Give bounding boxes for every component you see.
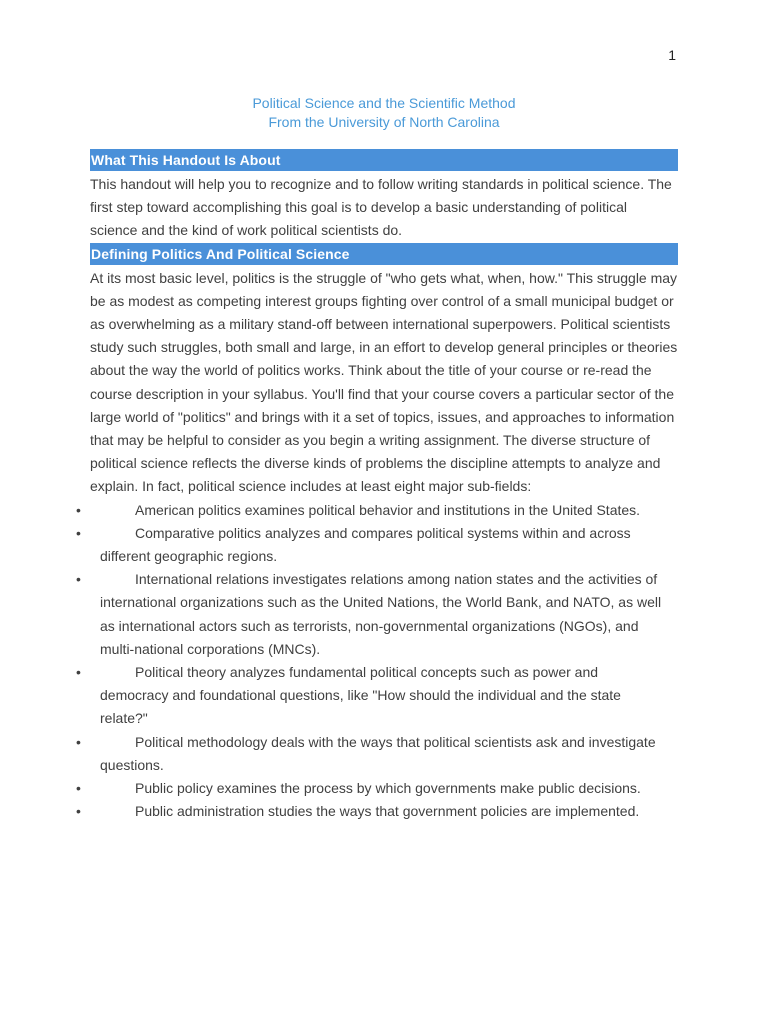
section-body-defining: At its most basic level, politics is the struggle of "who gets what, when, how." This struggle may be as modest as competing interest groups fighting over control of a small municipal budget or as overwhelming as a military stand-off between international superpowers. Political scientists study such struggles, both small and large, in an effort to develop general principles or theories about the way the world of politics works. Think about the title of your course or re-read the course description in your syllabus. You'll find that your course covers a particular sector of the large world of "politics" and brings with it a set of topics, issues, and approaches to information that may be helpful to consider as you begin a writing assignment. The diverse structure of political science reflects the diverse kinds of problems the discipline attempts to analyze and explain. In fact, political science includes at least eight major sub-fields:: [90, 269, 678, 495]
list-item: [78, 522, 666, 568]
list-item-text: American politics examines political behavior and institutions in the United States.: [135, 501, 641, 518]
list-item: [78, 777, 666, 800]
bullet-icon: •: [76, 780, 81, 797]
list-item: [78, 731, 666, 777]
title-line-1: Political Science and the Scientific Method: [252, 95, 516, 111]
list-item: [78, 499, 666, 522]
bullet-icon: •: [76, 524, 81, 541]
bullet-icon: •: [76, 803, 81, 820]
list-item: [78, 661, 666, 731]
section-body-handout: This handout will help you to recognize and to follow writing standards in political science. The first step toward accomplishing this goal is to develop a basic understanding of political science and the kind of work political scientists do.: [90, 176, 672, 239]
document-title: [0, 94, 768, 132]
list-item: [78, 568, 666, 661]
title-line-2: From the University of North Carolina: [268, 114, 500, 130]
list-item-text: Political theory analyzes fundamental political concepts such as power and democracy and foundational questions, like "How should the individual and the state relate?": [100, 664, 621, 727]
bullet-icon: •: [76, 571, 81, 588]
list-item: [78, 800, 666, 823]
section-heading-defining: Defining Politics And Political Science: [90, 243, 678, 265]
list-item-text: Public administration studies the ways that government policies are implemented.: [135, 803, 640, 820]
subfields-list: [78, 499, 666, 824]
list-item-text: Comparative politics analyzes and compares political systems within and across different geographic regions.: [100, 524, 631, 565]
list-item-text: Public policy examines the process by which governments make public decisions.: [135, 780, 641, 797]
list-item-text: International relations investigates relations among nation states and the activities of international organizations such as the United Nations, the World Bank, and NATO, as well as international actors such as terrorists, non-governmental organizations (NGOs), and multi-national corporations (MNCs).: [100, 571, 662, 657]
page-number: 1: [668, 47, 676, 63]
document-body: [76, 149, 678, 823]
section-heading-handout: What This Handout Is About: [90, 149, 678, 171]
bullet-icon: •: [76, 733, 81, 750]
list-item-text: Political methodology deals with the ways that political scientists ask and investigate questions.: [100, 733, 656, 773]
bullet-icon: •: [76, 664, 81, 681]
bullet-icon: •: [76, 501, 81, 518]
